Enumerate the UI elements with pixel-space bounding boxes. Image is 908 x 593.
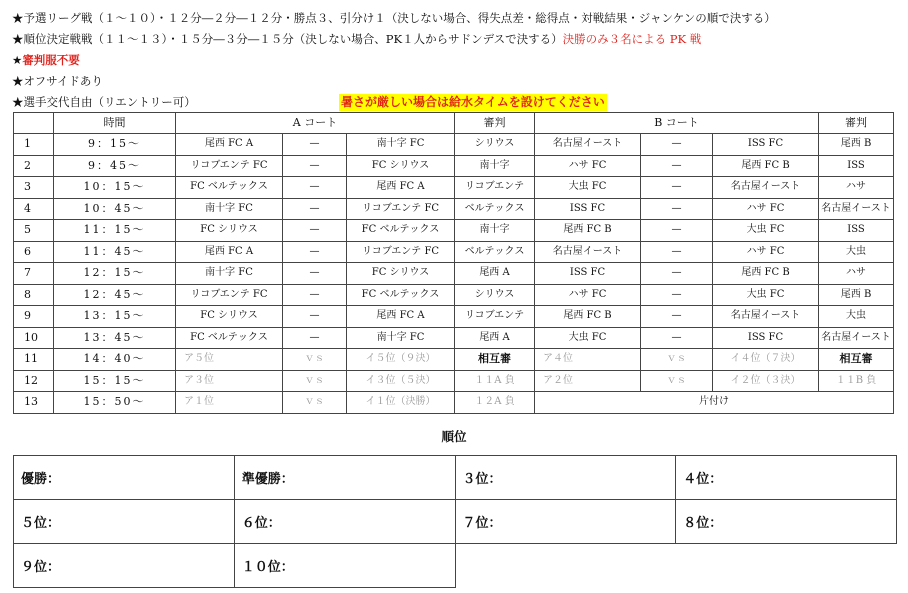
court-b-away-team: ハサ FC [713,198,819,220]
rank-cell: ３位： [455,456,676,500]
match-number: 2 [14,155,54,177]
court-a-vs: — [283,155,347,177]
match-time: 14：40〜 [54,349,176,371]
court-a-home-team: 南十字 FC [176,263,283,285]
court-a-vs: ｖｓ [283,392,347,414]
court-a-home-team: ア１位 [176,392,283,414]
note-3: ★審判服不要 [12,53,80,67]
court-b-home-team: ア２位 [535,370,641,392]
court-a-vs: — [283,241,347,263]
court-b-referee: 大虫 [819,241,894,263]
court-b-referee: 名古屋イースト [819,327,894,349]
match-time: 9：15〜 [54,134,176,156]
court-a-vs: — [283,284,347,306]
note-4: ★オフサイドあり [12,74,103,88]
court-a-referee: 南十字 [455,220,535,242]
rank-cell: ８位： [676,500,897,544]
court-b-vs: — [641,220,713,242]
court-b-away-team: ISS FC [713,327,819,349]
court-b-referee: 相互審 [819,349,894,371]
court-b-away-team: 尾西 FC B [713,155,819,177]
match-time: 10：45〜 [54,198,176,220]
court-b-referee: 大虫 [819,306,894,328]
court-b-away-team: 名古屋イースト [713,306,819,328]
match-time: 12：15〜 [54,263,176,285]
court-a-home-team: FC ベルテックス [176,327,283,349]
match-number: 9 [14,306,54,328]
match-number: 10 [14,327,54,349]
court-b-home-team: 名古屋イースト [535,134,641,156]
court-a-home-team: リコブエンテ FC [176,155,283,177]
rank-cell: 準優勝： [234,456,455,500]
note-1: ★予選リーグ戦（１〜１０）・１２分―２分―１２分・勝点３、引分け１（決しない場合、得失点差・総得点・対戦結果・ジャンケンの順で決する） [12,11,776,25]
table-row [14,241,894,263]
rank-cell: ５位： [14,500,235,544]
court-a-away-team: イ１位（決勝） [347,392,455,414]
court-a-referee: １２A 負 [455,392,535,414]
court-a-home-team: FC ベルテックス [176,177,283,199]
match-time: 11：15〜 [54,220,176,242]
match-time: 15：50〜 [54,392,176,414]
table-row [14,220,894,242]
empty-cell [455,544,676,588]
court-b-vs: ｖｓ [641,349,713,371]
header-court-a: A コート [176,113,455,134]
court-a-away-team: 尾西 FC A [347,177,455,199]
ranking-table [13,455,897,588]
playoff-row [14,392,894,414]
court-b-vs: — [641,155,713,177]
court-b-vs: — [641,177,713,199]
court-a-referee: シリウス [455,284,535,306]
court-a-referee: 尾西 A [455,263,535,285]
court-a-vs: — [283,198,347,220]
schedule-table [13,112,894,414]
court-b-home-team: 尾西 FC B [535,220,641,242]
court-a-referee: 相互審 [455,349,535,371]
match-time: 11：45〜 [54,241,176,263]
court-b-vs: ｖｓ [641,370,713,392]
court-b-vs: — [641,241,713,263]
match-number: 6 [14,241,54,263]
court-b-home-team: ISS FC [535,198,641,220]
cleanup-cell: 片付け [535,392,894,414]
empty-cell [676,544,897,588]
match-number: 11 [14,349,54,371]
table-header-row [14,113,894,134]
court-a-away-team: リコブエンテ FC [347,241,455,263]
court-b-referee: １１B 負 [819,370,894,392]
table-row [14,284,894,306]
rank-cell: ６位： [234,500,455,544]
court-a-away-team: FC シリウス [347,263,455,285]
table-row [14,198,894,220]
court-a-referee: リコブエンテ [455,306,535,328]
court-a-home-team: 尾西 FC A [176,241,283,263]
court-a-vs: — [283,327,347,349]
match-number: 8 [14,284,54,306]
rank-cell: 優勝： [14,456,235,500]
table-row [14,263,894,285]
match-number: 7 [14,263,54,285]
court-b-away-team: ISS FC [713,134,819,156]
court-a-vs: — [283,263,347,285]
rank-cell: ９位： [14,544,235,588]
court-b-home-team: ハサ FC [535,284,641,306]
table-row [14,306,894,328]
match-time: 10：15〜 [54,177,176,199]
court-b-home-team: ア４位 [535,349,641,371]
court-a-vs: — [283,177,347,199]
playoff-row [14,349,894,371]
court-a-home-team: FC シリウス [176,220,283,242]
header-referee-a: 審判 [455,113,535,134]
court-a-away-team: イ３位（５決） [347,370,455,392]
court-b-away-team: イ４位（７決） [713,349,819,371]
court-a-vs: ｖｓ [283,349,347,371]
court-a-vs: ｖｓ [283,370,347,392]
court-a-vs: — [283,220,347,242]
court-b-away-team: 大虫 FC [713,284,819,306]
court-b-vs: — [641,306,713,328]
court-b-home-team: ハサ FC [535,155,641,177]
court-a-home-team: 南十字 FC [176,198,283,220]
ranking-row [14,544,897,588]
table-row [14,327,894,349]
table-row [14,155,894,177]
rank-cell: １０位： [234,544,455,588]
header-court-b: B コート [535,113,819,134]
court-a-home-team: リコブエンテ FC [176,284,283,306]
court-a-home-team: FC シリウス [176,306,283,328]
court-a-vs: — [283,306,347,328]
court-a-referee: ベルテックス [455,198,535,220]
court-b-vs: — [641,134,713,156]
court-a-referee: １１A 負 [455,370,535,392]
playoff-row [14,370,894,392]
court-b-home-team: 大虫 FC [535,327,641,349]
court-a-referee: シリウス [455,134,535,156]
court-a-away-team: 南十字 FC [347,327,455,349]
court-b-vs: — [641,198,713,220]
header-no [14,113,54,134]
court-b-home-team: ISS FC [535,263,641,285]
match-time: 13：15〜 [54,306,176,328]
court-a-away-team: イ５位（９決） [347,349,455,371]
court-b-vs: — [641,263,713,285]
court-a-referee: ベルテックス [455,241,535,263]
header-referee-b: 審判 [819,113,894,134]
court-b-home-team: 大虫 FC [535,177,641,199]
court-a-referee: 南十字 [455,155,535,177]
match-number: 1 [14,134,54,156]
match-number: 3 [14,177,54,199]
court-a-away-team: 南十字 FC [347,134,455,156]
match-number: 4 [14,198,54,220]
court-b-referee: ISS [819,220,894,242]
court-a-away-team: FC ベルテックス [347,284,455,306]
note-2: ★順位決定戦戦（１１〜１３）・１５分―３分―１５分（決しない場合、PK１人からサドンデスで決する）決勝のみ３名による PK 戦 [12,32,702,46]
court-b-referee: ISS [819,155,894,177]
court-b-vs: — [641,327,713,349]
ranking-row [14,456,897,500]
court-a-away-team: リコブエンテ FC [347,198,455,220]
table-row [14,177,894,199]
court-a-away-team: 尾西 FC A [347,306,455,328]
rank-cell: ７位： [455,500,676,544]
court-a-referee: 尾西 A [455,327,535,349]
court-b-referee: 尾西 B [819,134,894,156]
court-b-away-team: 名古屋イースト [713,177,819,199]
court-a-away-team: FC ベルテックス [347,220,455,242]
court-a-home-team: ア３位 [176,370,283,392]
court-a-home-team: ア５位 [176,349,283,371]
match-number: 5 [14,220,54,242]
court-b-away-team: イ２位（３決） [713,370,819,392]
court-a-vs: — [283,134,347,156]
match-time: 15：15〜 [54,370,176,392]
court-a-home-team: 尾西 FC A [176,134,283,156]
table-row [14,134,894,156]
court-b-away-team: 尾西 FC B [713,263,819,285]
match-number: 13 [14,392,54,414]
court-b-away-team: ハサ FC [713,241,819,263]
court-a-referee: リコブエンテ [455,177,535,199]
ranking-row [14,500,897,544]
header-time: 時間 [54,113,176,134]
court-b-vs: — [641,284,713,306]
match-time: 12：45〜 [54,284,176,306]
rank-cell: ４位： [676,456,897,500]
court-a-away-team: FC シリウス [347,155,455,177]
court-b-referee: 尾西 B [819,284,894,306]
court-b-referee: 名古屋イースト [819,198,894,220]
match-time: 9：45〜 [54,155,176,177]
water-break-banner: 暑さが厳しい場合は給水タイムを設けてください [341,95,605,109]
match-number: 12 [14,370,54,392]
court-b-referee: ハサ [819,177,894,199]
court-b-home-team: 名古屋イースト [535,241,641,263]
court-b-home-team: 尾西 FC B [535,306,641,328]
match-time: 13：45〜 [54,327,176,349]
note-5: ★選手交代自由（リエントリー可） [12,95,196,109]
ranking-title: 順位 [441,429,467,444]
court-b-referee: ハサ [819,263,894,285]
court-b-away-team: 大虫 FC [713,220,819,242]
